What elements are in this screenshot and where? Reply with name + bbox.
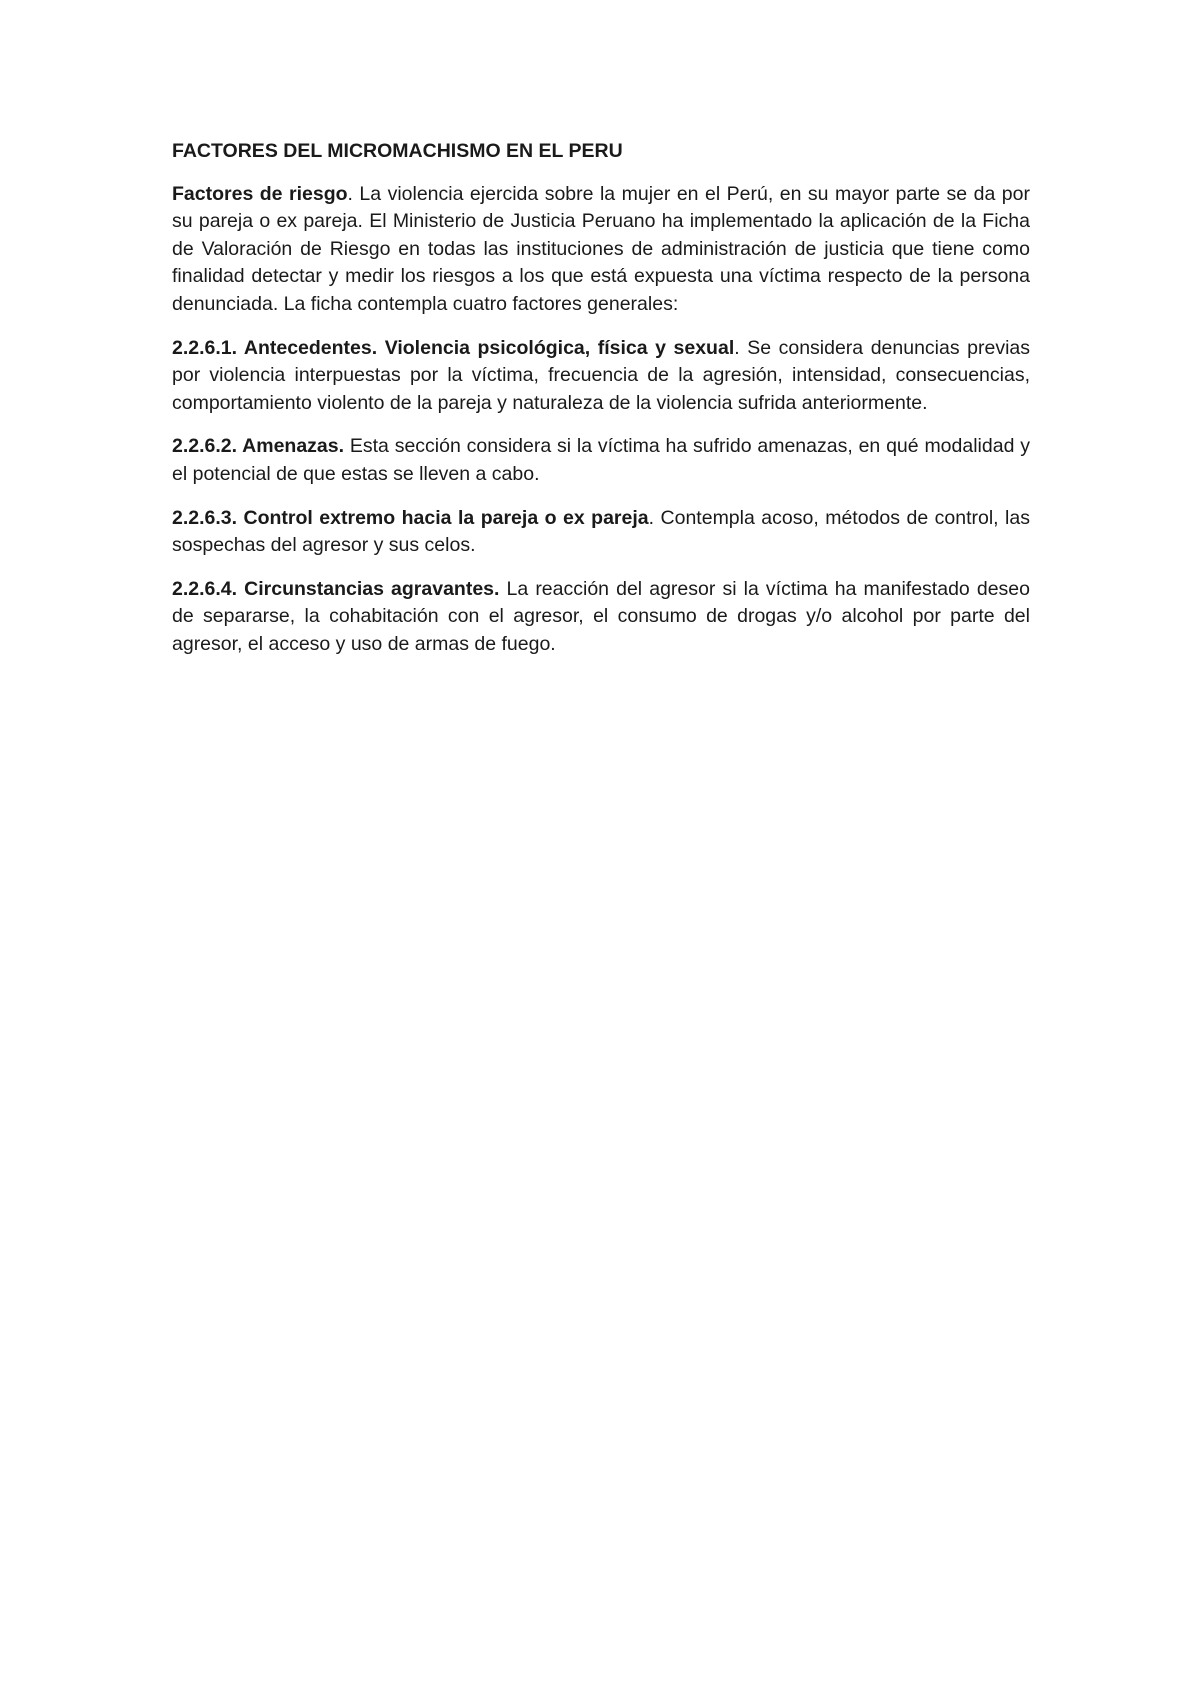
paragraph-lead: 2.2.6.1. Antecedentes. Violencia psicológica, física y sexual (172, 336, 735, 359)
document-title: FACTORES DEL MICROMACHISMO EN EL PERU (172, 140, 623, 162)
paragraph-lead: 2.2.6.2. Amenazas. (172, 435, 345, 458)
paragraph-circunstancias (172, 576, 1030, 659)
paragraph-risk-factors (172, 181, 1030, 319)
paragraph-lead: 2.2.6.3. Control extremo hacia la pareja o ex pareja (172, 506, 649, 529)
document-page (172, 138, 1030, 675)
paragraph-text: . Se considera denuncias previas por violencia interpuestas por la víctima, frecuencia de la agresión, intensidad, consecuencias, comportamiento violento de la pareja y naturaleza de la violencia sufrida anteriormente. (172, 336, 1030, 414)
paragraph-antecedentes (172, 335, 1030, 418)
paragraph-text: . Contempla acoso, métodos de control, las sospechas del agresor y sus celos. (172, 506, 1030, 557)
paragraph-amenazas (172, 433, 1030, 488)
paragraph-text: Esta sección considera si la víctima ha sufrido amenazas, en qué modalidad y el potencial de que estas se lleven a cabo. (172, 435, 1030, 485)
paragraph-control-extremo (172, 505, 1030, 560)
paragraph-text: . La violencia ejercida sobre la mujer en el Perú, en su mayor parte se da por su pareja o ex pareja. El Ministerio de Justicia Peruano ha implementado la aplicación de la Ficha de Valoración de Riesgo en todas las instituciones de administración de justicia que tiene como finalidad detectar y medir los riesgos a los que está expuesta una víctima respecto de la persona denunciada. La ficha contempla cuatro factores generales: (172, 182, 1030, 315)
paragraph-lead: 2.2.6.4. Circunstancias agravantes. (172, 577, 500, 600)
paragraph-text: La reacción del agresor si la víctima ha manifestado deseo de separarse, la cohabitación con el agresor, el consumo de drogas y/o alcohol por parte del agresor, el acceso y uso de armas de fuego. (172, 577, 1030, 655)
paragraph-lead: Factores de riesgo (172, 182, 348, 205)
